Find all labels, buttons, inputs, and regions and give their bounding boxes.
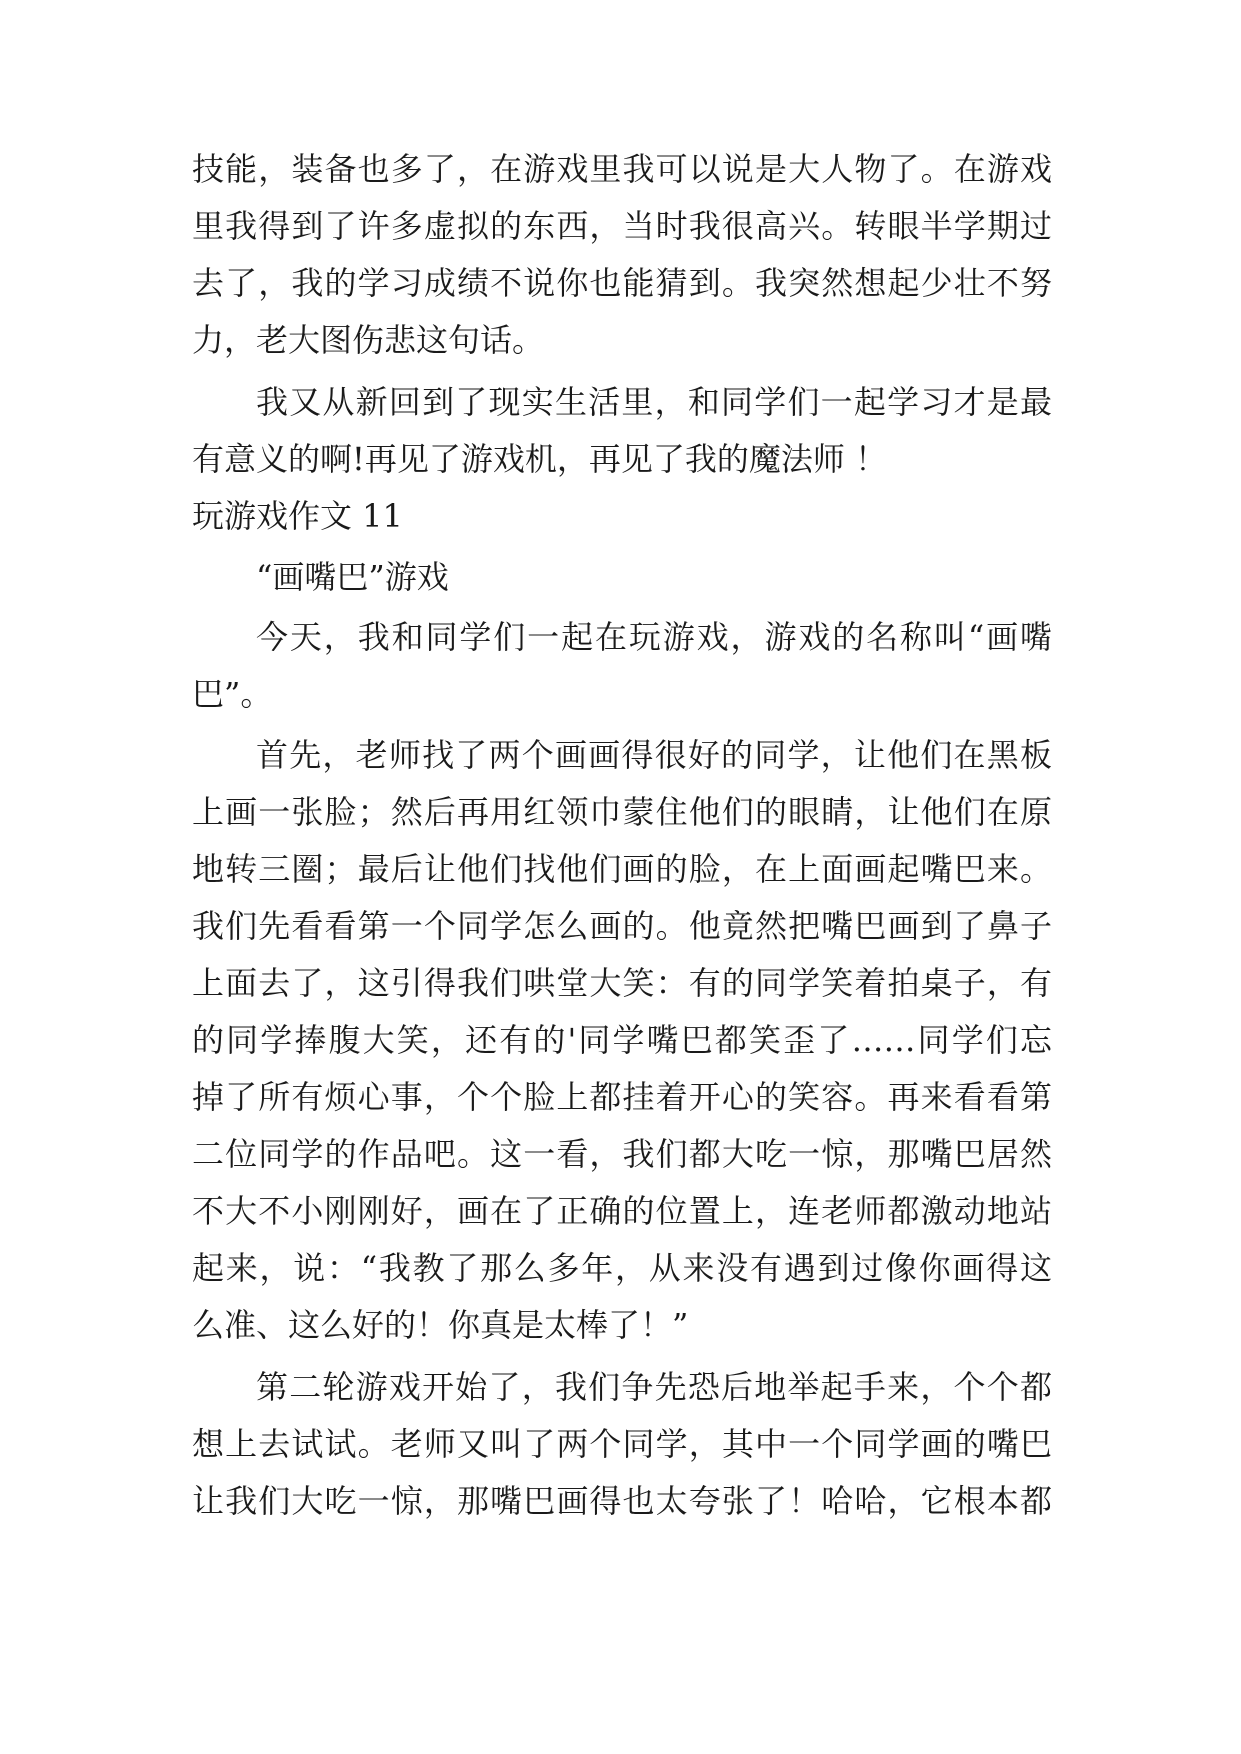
paragraph-line: 技能，装备也多了，在游戏里我可以说是大人物了。在游戏 [192,150,1052,188]
paragraph-line: 地转三圈；最后让他们找他们画的脸，在上面画起嘴巴来。 [192,850,1052,888]
paragraph-line: 第二轮游戏开始了，我们争先恐后地举起手来，个个都 [256,1368,1052,1406]
paragraph-line: 我们先看看第一个同学怎么画的。他竟然把嘴巴画到了鼻子 [192,907,1052,945]
paragraph-line: 么准、这么好的！你真是太棒了！” [192,1306,689,1344]
paragraph-line: 力，老大图伤悲这句话。 [192,321,545,359]
paragraph-line: 想上去试试。老师又叫了两个同学，其中一个同学画的嘴巴 [192,1425,1052,1463]
paragraph-line: 我又从新回到了现实生活里，和同学们一起学习才是最 [256,383,1052,421]
essay-title: “画嘴巴”游戏 [256,558,449,596]
paragraph-line: 上画一张脸；然后再用红领巾蒙住他们的眼睛，让他们在原 [192,793,1052,831]
paragraph-line: 让我们大吃一惊，那嘴巴画得也太夸张了！哈哈，它根本都 [192,1482,1052,1520]
section-heading: 玩游戏作文 11 [192,497,403,535]
paragraph-line: 去了，我的学习成绩不说你也能猜到。我突然想起少壮不努 [192,264,1052,302]
paragraph-line: 巴”。 [192,675,273,713]
paragraph-line: 有意义的啊!再见了游戏机，再见了我的魔法师 ！ [192,440,888,478]
paragraph-line: 起来，说：“我教了那么多年，从来没有遇到过像你画得这 [192,1249,1052,1287]
paragraph-line: 不大不小刚刚好，画在了正确的位置上，连老师都激动地站 [192,1192,1052,1230]
paragraph-line: 首先，老师找了两个画画得很好的同学，让他们在黑板 [256,736,1052,774]
paragraph-line: 上面去了，这引得我们哄堂大笑：有的同学笑着拍桌子，有 [192,964,1052,1002]
paragraph-line: 掉了所有烦心事，个个脸上都挂着开心的笑容。再来看看第 [192,1078,1052,1116]
paragraph-line: 里我得到了许多虚拟的东西，当时我很高兴。转眼半学期过 [192,207,1052,245]
paragraph-line: 的同学捧腹大笑，还有的'同学嘴巴都笑歪了……同学们忘 [192,1021,1052,1059]
paragraph-line: 二位同学的作品吧。这一看，我们都大吃一惊，那嘴巴居然 [192,1135,1052,1173]
paragraph-line: 今天，我和同学们一起在玩游戏，游戏的名称叫“画嘴 [256,618,1052,656]
